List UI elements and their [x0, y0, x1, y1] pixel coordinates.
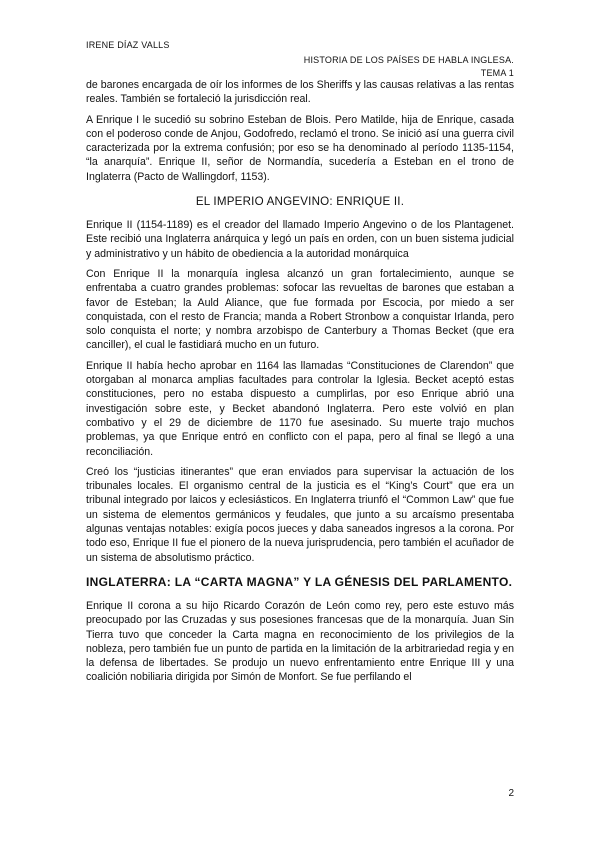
paragraph-3: Enrique II (1154-1189) es el creador del llamado Imperio Angevino o de los Plantagenet. Este recibió una Inglaterra anárquica y legó un país en orden, con un buen sistema judicial y administrativo y un hábito de obediencia a la autoridad monárquica	[86, 219, 514, 260]
header-topic: TEMA 1	[480, 68, 514, 78]
section-heading-magna-carta: INGLATERRA: LA “CARTA MAGNA” Y LA GÉNESIS DEL PARLAMENTO.	[86, 574, 513, 589]
paragraph-2: A Enrique I le sucedió su sobrino Esteban de Blois. Pero Matilde, hija de Enrique, casada con el poderoso conde de Anjou, Godofredo, reclamó el trono. Se inició así una guerra civil caracterizada por la extrema confusión; por eso se ha denominado al período 1135-1154, “la anarquía”. Enrique II, señor de Normandía, sucedería a Esteban en el trono de Inglaterra (Pacto de Wallingdorf, 1153).	[86, 113, 514, 183]
paragraph-7: Enrique II corona a su hijo Ricardo Corazón de León como rey, pero este estuvo más preocupado por las Cruzadas y sus posesiones francesas que de la monarquía. Juan Sin Tierra tuvo que conceder la Carta magna en reconocimiento de los privilegios de la nobleza, pero también fue un punto de partida en la limitación de la arbitrariedad regia y en la defensa de libertades. Se produjo un nuevo enfrentamiento entre Enrique III y una coalición nobiliaria dirigida por Simón de Monfort. Se fue perfilando el	[86, 599, 514, 684]
document-body	[86, 78, 514, 691]
paragraph-4: Con Enrique II la monarquía inglesa alcanzó un gran fortalecimiento, aunque se enfrentaba a cuatro grandes problemas: sofocar las revueltas de barones que estaban a favor de Esteban; la Auld Aliance, que fue formada por Escocia, por miedo a ser conquistada, con el resto de Francia; manda a Robert Stronbow a conquistar Irlanda, pero solo conquista el norte; y nombra arzobispo de Canterbury a Thomas Becket (que era canciller), el cual le fastidiará mucho en un futuro.	[86, 267, 514, 352]
page-number: 2	[508, 788, 514, 799]
paragraph-5: Enrique II había hecho aprobar en 1164 las llamadas “Constituciones de Clarendon” que otorgaban al monarca amplias facultades para controlar la Iglesia. Becket aceptó estas constituciones, pero no estaba dispuesto a cumplirlas, por eso Enrique abrió una investigación sobre este, y Becket abandonó Inglaterra. Pero este volvió en plan combativo y el 29 de diciembre de 1170 fue asesinado. Su muerte trajo muchos problemas, ya que Enrique entró en conflicto con el papa, pero al final se llegó a una reconciliación.	[86, 359, 514, 458]
paragraph-6: Creó los “justicias itinerantes” que eran enviados para supervisar la actuación de los tribunales locales. El organismo central de la justicia es el “King’s Court” que era un tribunal integrado por laicos y eclesiásticos. En Inglaterra triunfó el “Common Law” que fue un sistema de elementos germánicos y feudales, que junto a su arcaísmo presentaba algunas ventajas notables: exigía pocos jueces y daba saneados ingresos a la corona. Por todo eso, Enrique II fue el pionero de la nueva jurisprudencia, pero también el acuñador de un sistema de absolutismo práctico.	[86, 465, 514, 564]
paragraph-1: de barones encargada de oír los informes de los Sheriffs y las causas relativas a las rentas reales. También se fortaleció la jurisdicción real.	[86, 79, 514, 106]
section-heading-angevin: EL IMPERIO ANGEVINO: ENRIQUE II.	[195, 195, 405, 209]
header-author: IRENE DÍAZ VALLS	[86, 40, 170, 50]
header-right	[254, 54, 514, 80]
header-course: HISTORIA DE LOS PAÍSES DE HABLA INGLESA.	[303, 55, 514, 65]
